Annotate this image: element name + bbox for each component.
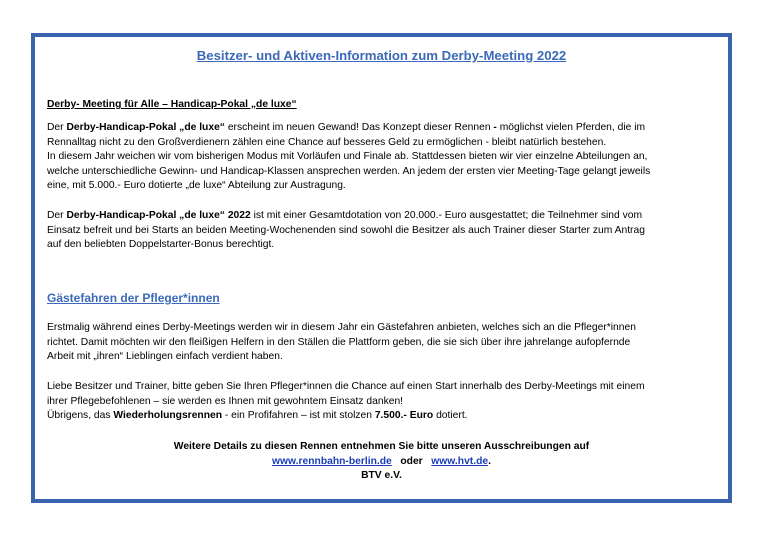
info-box <box>31 33 732 503</box>
link-hvt[interactable]: www.hvt.de <box>431 455 489 467</box>
footer <box>47 440 716 484</box>
text-line: Der Derby-Handicap-Pokal „de luxe“ erscheint im neuen Gewand! Das Konzept dieser Rennen - möglichst vielen Pferden, die im <box>47 122 646 133</box>
text-line: Der Derby-Handicap-Pokal „de luxe“ 2022 ist mit einer Gesamtdotation von 20.000.- Euro ausgestattet; die Teilnehmer sind vom <box>47 210 643 221</box>
text-line: Arbeit mit „ihren“ Lieblingen einfach verdient haben. <box>47 351 283 363</box>
text-line: richtet. Damit möchten wir den fleißigen Helfern in den Ställen die Plattform geben, die sie sich über ihre jahrelange aufopfernde <box>47 336 631 348</box>
text-line: Übrigens, das Wiederholungsrennen - ein Profifahren – ist mit stolzen 7.500.- Euro dotiert. <box>47 410 468 422</box>
section-heading-handicap-pokal: Derby- Meeting für Alle – Handicap-Pokal „de luxe“ <box>47 99 297 110</box>
text-line: welche unterschiedliche Gewinn- und Handicap-Klassen ansprechen werden. An jedem der ersten vier Meeting-Tage gelangt jeweils <box>47 165 651 177</box>
text-line: Rennalltag nicht zu den Großverdienern zählen eine Chance auf besseres Geld zu ermöglichen - bleibt natürlich bestehen. <box>47 136 607 148</box>
footer-links: www.rennbahn-berlin.de oder www.hvt.de. <box>272 455 491 467</box>
paragraph-gaestefahren-intro <box>47 321 716 365</box>
text-line: Erstmalig während eines Derby-Meetings werden wir in diesem Jahr ein Gästefahren anbieten, welches sich an die Pfleger*innen <box>47 322 636 333</box>
text-line: auf den beliebten Doppelstarter-Bonus berechtigt. <box>47 239 275 251</box>
text-line: ihrer Pflegebefohlenen – sie werden es Ihnen mit gewohntem Einsatz danken! <box>47 395 404 407</box>
footer-text: Weitere Details zu diesen Rennen entnehmen Sie bitte unseren Ausschreibungen auf <box>173 441 590 452</box>
text-line: In diesem Jahr weichen wir vom bisherigen Modus mit Vorläufen und Finale ab. Stattdessen bieten wir vier einzelne Abteilungen an, <box>47 151 648 163</box>
paragraph-handicap-dotation <box>47 209 716 253</box>
link-rennbahn-berlin[interactable]: www.rennbahn-berlin.de <box>272 455 392 467</box>
paragraph-gaestefahren-appeal <box>47 380 716 424</box>
signature: BTV e.V. <box>361 470 402 482</box>
page-title: Besitzer- und Aktiven-Information zum Derby-Meeting 2022 <box>196 48 567 63</box>
text-line: Liebe Besitzer und Trainer, bitte geben Sie Ihren Pfleger*innen die Chance auf einen Start innerhalb des Derby-Meetings mit einem <box>47 381 645 392</box>
text-line: eine, mit 5.000.- Euro dotierte „de luxe“ Abteilung zur Austragung. <box>47 180 346 192</box>
paragraph-handicap-intro <box>47 121 716 194</box>
text-line: Einsatz befreit und bei Starts an beiden Meeting-Wochenenden sind sowohl die Besitzer als auch Trainer dieser Starter zum Antrag <box>47 224 645 236</box>
section-heading-gaestefahren: Gästefahren der Pfleger*innen <box>47 291 220 305</box>
